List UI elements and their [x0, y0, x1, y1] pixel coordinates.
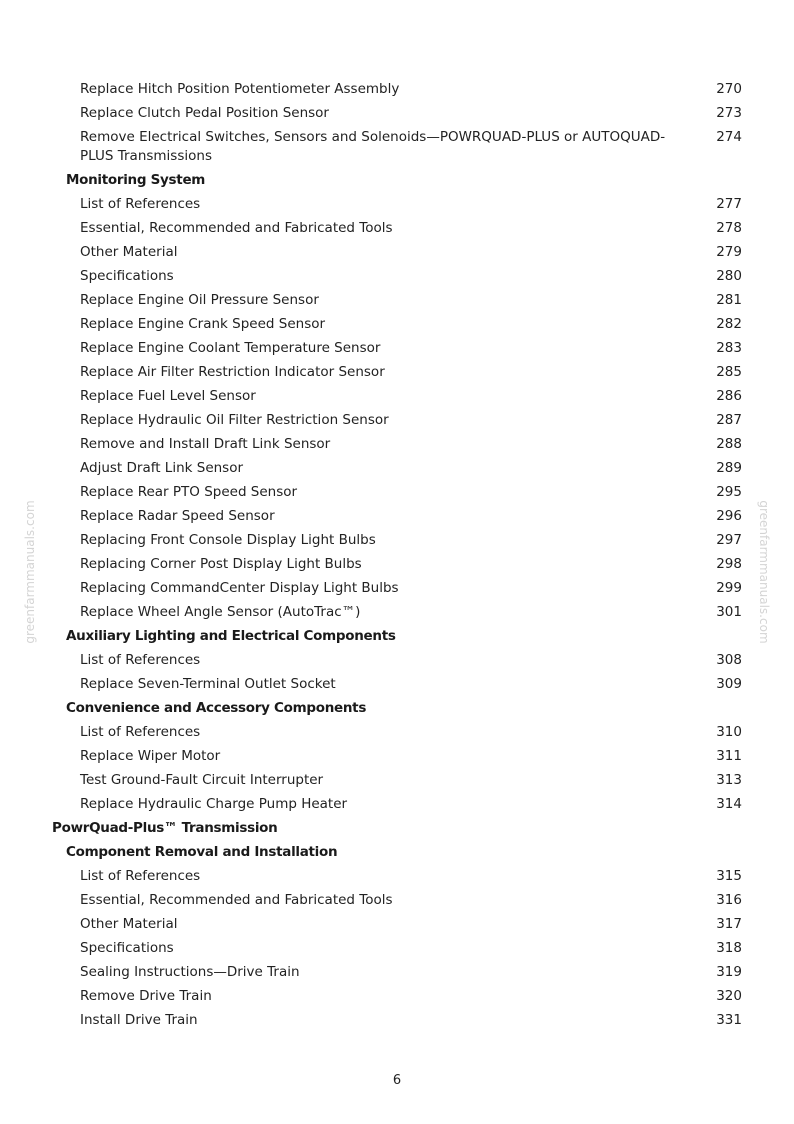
toc-entry-title: List of References — [80, 651, 201, 668]
toc-entry-title: Auxiliary Lighting and Electrical Components — [66, 627, 396, 644]
toc-entry — [0, 264, 794, 288]
toc-entry-title: Component Removal and Installation — [66, 843, 338, 860]
toc-entry-title: Replace Rear PTO Speed Sensor — [80, 483, 298, 500]
page-number: 6 — [392, 1073, 402, 1088]
toc-section-heading — [0, 816, 794, 840]
toc-section-heading — [0, 696, 794, 720]
toc-entry-title: Install Drive Train — [80, 1011, 198, 1028]
toc-entry-title: Replacing Corner Post Display Light Bulbs — [80, 555, 362, 572]
toc-entry-page-number: 281 — [716, 291, 742, 308]
toc-entry — [0, 960, 794, 984]
toc-entry-title: Remove Electrical Switches, Sensors and Solenoids—POWRQUAD-PLUS or AUTOQUAD-PLUS Transmissions — [80, 128, 666, 164]
toc-entry — [0, 360, 794, 384]
toc-entry — [0, 864, 794, 888]
watermark-left: greenfarmmanuals.com — [23, 500, 37, 644]
toc-entry-page-number: 315 — [716, 867, 742, 884]
toc-section-heading — [0, 168, 794, 192]
toc-entry-page-number: 298 — [716, 555, 742, 572]
toc-entry-title: PowrQuad-Plus™ Transmission — [52, 819, 278, 836]
toc-entry-title: Essential, Recommended and Fabricated Tools — [80, 891, 393, 908]
toc-entry-title: List of References — [80, 723, 201, 740]
toc-entry-title: Replace Engine Crank Speed Sensor — [80, 315, 326, 332]
toc-entry — [0, 528, 794, 552]
toc-entry — [0, 600, 794, 624]
toc-entry — [0, 408, 794, 432]
toc-entry-title: Replace Hydraulic Charge Pump Heater — [80, 795, 348, 812]
toc-entry — [0, 744, 794, 768]
toc-entry-page-number: 309 — [716, 675, 742, 692]
toc-entry-title: Replace Wiper Motor — [80, 747, 221, 764]
toc-entry — [0, 240, 794, 264]
toc-entry — [0, 312, 794, 336]
toc-entry — [0, 984, 794, 1008]
toc-entry-title: Replace Radar Speed Sensor — [80, 507, 275, 524]
toc-entry-page-number: 310 — [716, 723, 742, 740]
toc-entry-page-number: 314 — [716, 795, 742, 812]
toc-entry-page-number: 299 — [716, 579, 742, 596]
toc-entry-title: Monitoring System — [66, 171, 206, 188]
toc-entry — [0, 216, 794, 240]
toc-entry-page-number: 316 — [716, 891, 742, 908]
toc-entry — [0, 768, 794, 792]
toc-entry-title: Other Material — [80, 915, 178, 932]
toc-entry — [0, 888, 794, 912]
toc-entry-page-number: 320 — [716, 987, 742, 1004]
toc-entry — [0, 720, 794, 744]
table-of-contents — [0, 77, 794, 1032]
toc-entry-page-number: 319 — [716, 963, 742, 980]
toc-entry — [0, 672, 794, 696]
toc-entry-title: Specifications — [80, 939, 174, 956]
toc-entry-page-number: 308 — [716, 651, 742, 668]
toc-section-heading — [0, 840, 794, 864]
toc-entry-page-number: 277 — [716, 195, 742, 212]
toc-entry — [0, 77, 794, 101]
toc-entry — [0, 456, 794, 480]
toc-entry-page-number: 273 — [716, 104, 742, 121]
toc-entry-title: Specifications — [80, 267, 174, 284]
toc-entry-title: Essential, Recommended and Fabricated Tools — [80, 219, 393, 236]
toc-entry — [0, 504, 794, 528]
toc-entry-page-number: 331 — [716, 1011, 742, 1028]
toc-entry-title: Replace Hitch Position Potentiometer Assembly — [80, 80, 400, 97]
toc-entry — [0, 101, 794, 125]
toc-entry-page-number: 297 — [716, 531, 742, 548]
toc-entry — [0, 125, 794, 168]
toc-entry-page-number: 288 — [716, 435, 742, 452]
toc-entry-title: List of References — [80, 867, 201, 884]
toc-entry-page-number: 285 — [716, 363, 742, 380]
toc-entry-title: Convenience and Accessory Components — [66, 699, 367, 716]
toc-entry-page-number: 317 — [716, 915, 742, 932]
toc-entry-title: Replace Hydraulic Oil Filter Restriction Sensor — [80, 411, 389, 428]
toc-entry-page-number: 279 — [716, 243, 742, 260]
toc-entry-title: Remove and Install Draft Link Sensor — [80, 435, 331, 452]
toc-entry-title: Replace Engine Coolant Temperature Sensor — [80, 339, 381, 356]
toc-entry — [0, 648, 794, 672]
toc-entry — [0, 552, 794, 576]
toc-entry-title: Replace Air Filter Restriction Indicator Sensor — [80, 363, 385, 380]
toc-entry — [0, 384, 794, 408]
toc-entry-title: Other Material — [80, 243, 178, 260]
toc-entry-page-number: 274 — [716, 128, 742, 145]
toc-entry-title: Test Ground-Fault Circuit Interrupter — [80, 771, 324, 788]
toc-entry-page-number: 283 — [716, 339, 742, 356]
toc-entry-title: List of References — [80, 195, 201, 212]
toc-entry-page-number: 289 — [716, 459, 742, 476]
toc-entry-page-number: 295 — [716, 483, 742, 500]
toc-entry — [0, 912, 794, 936]
toc-entry-page-number: 278 — [716, 219, 742, 236]
toc-entry-page-number: 282 — [716, 315, 742, 332]
toc-entry-title: Replace Clutch Pedal Position Sensor — [80, 104, 329, 121]
toc-entry-title: Replace Engine Oil Pressure Sensor — [80, 291, 319, 308]
toc-entry-page-number: 286 — [716, 387, 742, 404]
toc-entry-title: Remove Drive Train — [80, 987, 212, 1004]
toc-entry-title: Replacing CommandCenter Display Light Bulbs — [80, 579, 399, 596]
toc-entry-page-number: 296 — [716, 507, 742, 524]
toc-entry-page-number: 301 — [716, 603, 742, 620]
toc-entry — [0, 432, 794, 456]
toc-entry — [0, 576, 794, 600]
toc-entry-title: Replace Fuel Level Sensor — [80, 387, 256, 404]
toc-entry-page-number: 287 — [716, 411, 742, 428]
toc-entry — [0, 336, 794, 360]
toc-entry-page-number: 311 — [716, 747, 742, 764]
toc-section-heading — [0, 624, 794, 648]
toc-entry — [0, 480, 794, 504]
toc-entry-title: Replace Seven-Terminal Outlet Socket — [80, 675, 336, 692]
toc-entry-page-number: 280 — [716, 267, 742, 284]
toc-entry — [0, 936, 794, 960]
toc-entry-title: Replacing Front Console Display Light Bulbs — [80, 531, 376, 548]
toc-entry-title: Adjust Draft Link Sensor — [80, 459, 244, 476]
watermark-right: greenfarmmanuals.com — [757, 500, 771, 644]
toc-entry-page-number: 270 — [716, 80, 742, 97]
toc-entry — [0, 192, 794, 216]
toc-entry — [0, 792, 794, 816]
toc-entry-title: Sealing Instructions—Drive Train — [80, 963, 300, 980]
toc-entry — [0, 1008, 794, 1032]
toc-entry-title: Replace Wheel Angle Sensor (AutoTrac™) — [80, 603, 361, 620]
toc-entry — [0, 288, 794, 312]
toc-entry-page-number: 318 — [716, 939, 742, 956]
toc-entry-page-number: 313 — [716, 771, 742, 788]
